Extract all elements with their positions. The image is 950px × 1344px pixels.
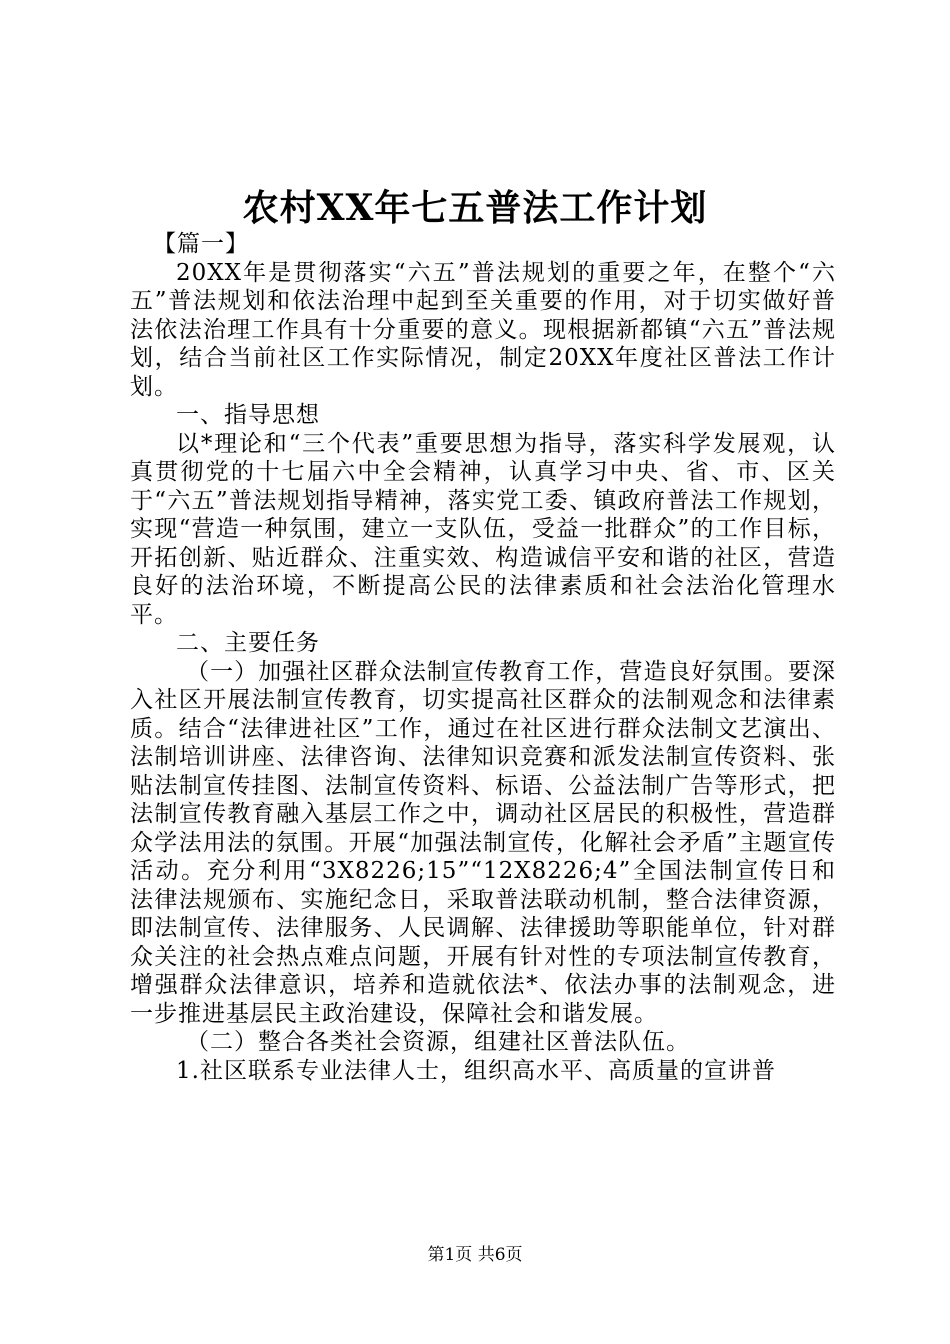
- heading-main-tasks: 二、主要任务: [176, 630, 320, 656]
- section-label: 【篇一】: [153, 231, 249, 257]
- heading-guiding-thought: 一、指导思想: [176, 402, 320, 428]
- page-footer: 第1页 共6页: [427, 1245, 523, 1265]
- document-body: [130, 230, 836, 1085]
- paragraph-guiding-thought: 以*理论和“三个代表”重要思想为指导，落实科学发展观，认真贯彻党的十七届六中全会精神，认真学习中央、省、市、区关于“六五”普法规划指导精神，落实党工委、镇政府普法工作规划，实现“营造一种氛围，建立一支队伍，受益一批群众”的工作目标，开拓创新、贴近群众、注重实效、构造诚信平安和谐的社区，营造良好的法治环境，不断提高公民的法律素质和社会法治化管理水平。: [130, 430, 836, 628]
- paragraph-task-one: （一）加强社区群众法制宣传教育工作，营造良好氛围。要深入社区开展法制宣传教育，切实提高社区群众的法制观念和法律素质。结合“法律进社区”工作，通过在社区进行群众法制文艺演出、法制培训讲座、法律咨询、法律知识竞赛和派发法制宣传资料、张贴法制宣传挂图、法制宣传资料、标语、公益法制广告等形式，把法制宣传教育融入基层工作之中，调动社区居民的积极性，营造群众学法用法的氛围。开展“加强法制宣传，化解社会矛盾”主题宣传活动。充分利用“3X8226;15”“12X8226;4”全国法制宣传日和法律法规颁布、实施纪念日，采取普法联动机制，整合法律资源，即法制宣传、法律服务、人民调解、法律援助等职能单位，针对群众关注的社会热点难点问题，开展有针对性的专项法制宣传教育，增强群众法律意识，培养和造就依法*、依法办事的法制观念，进一步推进基层民主政治建设，保障社会和谐发展。: [130, 658, 836, 1027]
- paragraph-item-one: 1.社区联系专业法律人士，组织高水平、高质量的宣讲普: [176, 1057, 776, 1084]
- document-title: 农村XX年七五普法工作计划: [242, 187, 708, 229]
- paragraph-intro: 20XX年是贯彻落实“六五”普法规划的重要之年，在整个“六五”普法规划和依法治理中起到至关重要的作用，对于切实做好普法依法治理工作具有十分重要的意义。现根据新都镇“六五”普法规划，结合当前社区工作实际情况，制定20XX年度社区普法工作计划。: [130, 259, 836, 400]
- heading-task-two: （二）整合各类社会资源，组建社区普法队伍。: [186, 1029, 690, 1055]
